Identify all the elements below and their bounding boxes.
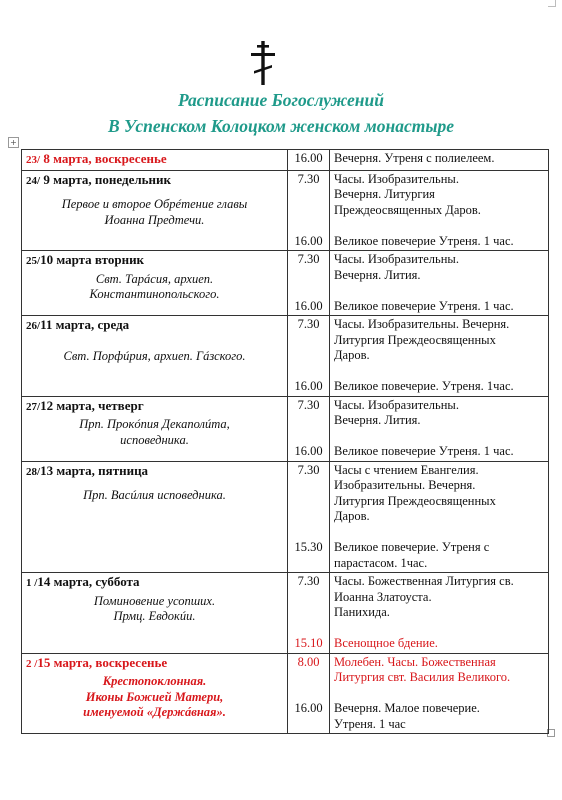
new-style-date: 11 марта, среда xyxy=(40,317,130,332)
schedule-row xyxy=(22,396,549,461)
commemoration-line: Прп. Васúлия исповедника. xyxy=(83,488,226,502)
service-line: Молебен. Часы. Божественная xyxy=(334,654,496,669)
day-cell xyxy=(22,251,288,316)
service-line: Преждеосвященных Даров. xyxy=(334,202,481,217)
day-heading xyxy=(26,463,283,481)
service-line: Часы с чтением Евангелия. xyxy=(334,462,479,477)
service-time: 7.30 xyxy=(297,462,320,477)
service-line xyxy=(334,525,544,541)
service-time xyxy=(292,686,325,702)
day-cell xyxy=(22,150,288,171)
schedule-table xyxy=(21,149,549,734)
day-heading xyxy=(26,574,283,592)
service-line: Литургия Преждеосвященных xyxy=(334,493,496,508)
commemoration-line: Свт. Порфúрия, архиеп. Гáзского. xyxy=(63,348,246,363)
service-time xyxy=(292,429,325,445)
old-style-date: 26/ xyxy=(26,320,41,332)
new-style-date: 13 марта, пятница xyxy=(40,462,149,478)
schedule-row xyxy=(22,653,549,734)
service-time xyxy=(292,509,325,525)
service-time xyxy=(292,494,325,510)
new-style-date: 14 марта, суббота xyxy=(37,574,140,589)
day-cell xyxy=(22,653,288,734)
service-line: Часы. Изобразительны. xyxy=(334,171,459,186)
service-time: 15.10 xyxy=(294,636,323,650)
service-time xyxy=(292,605,325,621)
services-cell xyxy=(330,170,549,251)
time-cell xyxy=(288,396,330,461)
service-line: парастасом. 1час. xyxy=(334,555,428,570)
service-line: Великое повечерие. Утреня. 1час. xyxy=(334,379,514,393)
commemoration-line: Прмц. Евдокúи. xyxy=(113,609,196,623)
service-time: 16.00 xyxy=(294,444,323,458)
commemoration-line: Крестопоклонная. xyxy=(102,674,207,688)
service-line: Великое повечерие Утреня. 1 час. xyxy=(334,233,514,248)
service-time xyxy=(292,717,325,733)
day-cell xyxy=(22,461,288,573)
old-style-date: 24/ xyxy=(26,174,41,187)
commemoration xyxy=(26,197,283,228)
old-style-date: 1 / xyxy=(26,577,38,589)
page-corner-mark xyxy=(548,6,556,7)
service-line: Часы. Изобразительны. xyxy=(334,252,459,266)
service-time: 7.30 xyxy=(297,252,320,266)
commemoration-line: исповедника. xyxy=(120,432,189,447)
old-style-date: 28/ xyxy=(26,465,41,478)
service-time: 15.30 xyxy=(294,540,323,554)
schedule-row xyxy=(22,316,549,397)
service-line xyxy=(334,283,544,299)
day-heading xyxy=(26,252,283,270)
service-line: Всенощное бдение. xyxy=(334,636,438,650)
service-line: Часы. Изобразительны. xyxy=(334,397,459,412)
service-line: Вечерня. Малое повечерие. xyxy=(334,701,480,715)
service-line: Часы. Изобразительны. Вечерня. xyxy=(334,317,510,331)
service-line xyxy=(334,686,544,702)
day-cell xyxy=(22,170,288,251)
service-time xyxy=(292,364,325,380)
service-line: Великое повечерие. Утреня с xyxy=(334,540,490,554)
service-time xyxy=(292,283,325,299)
orthodox-cross-icon xyxy=(248,40,278,86)
commemoration xyxy=(26,417,283,448)
services-cell xyxy=(330,396,549,461)
service-line: Вечерня. Лития. xyxy=(334,413,421,427)
services-cell xyxy=(330,150,549,171)
service-time: 16.00 xyxy=(294,298,323,313)
day-cell xyxy=(22,316,288,397)
service-time xyxy=(292,621,325,637)
commemoration xyxy=(26,272,283,303)
time-cell xyxy=(288,316,330,397)
service-time xyxy=(292,203,325,219)
service-line xyxy=(334,218,544,234)
commemoration-line: Иконы Божией Матери, xyxy=(85,689,224,704)
old-style-date: 2 / xyxy=(26,657,38,670)
commemoration xyxy=(26,349,283,365)
service-time: 16.00 xyxy=(294,151,323,165)
commemoration-line: Свт. Тарáсия, архиеп. xyxy=(95,271,214,286)
service-time: 7.30 xyxy=(297,317,320,331)
service-time: 8.00 xyxy=(297,654,320,669)
service-line: Вечерня. Лития. xyxy=(334,267,421,282)
service-time xyxy=(292,413,325,429)
service-line: Вечерня. Литургия xyxy=(334,187,435,201)
service-line: Изобразительны. Вечерня. xyxy=(334,478,476,492)
service-time xyxy=(292,187,325,203)
old-style-date: 27/ xyxy=(26,400,41,413)
service-line: Великое повечерие Утреня. 1 час. xyxy=(334,444,514,458)
commemoration-line: Прп. Прокóпия Декаполúта, xyxy=(79,417,230,431)
time-cell xyxy=(288,653,330,734)
day-cell xyxy=(22,573,288,654)
time-cell xyxy=(288,251,330,316)
commemoration-line: Первое и второе Обрéтение главы xyxy=(61,197,248,211)
schedule-row xyxy=(22,461,549,573)
new-style-date: 10 марта вторник xyxy=(40,252,145,267)
services-cell xyxy=(330,573,549,654)
commemoration xyxy=(26,594,283,625)
time-cell xyxy=(288,170,330,251)
day-heading xyxy=(26,655,283,673)
service-line: Панихида. xyxy=(334,605,390,619)
time-cell xyxy=(288,573,330,654)
service-time: 7.30 xyxy=(297,397,320,412)
commemoration-line: Иоанна Предтечи. xyxy=(104,212,205,227)
schedule-row xyxy=(22,251,549,316)
new-style-date: 15 марта, воскресенье xyxy=(37,654,168,670)
table-move-handle-icon[interactable]: + xyxy=(8,137,19,148)
service-time: 7.30 xyxy=(297,171,320,186)
service-time xyxy=(292,670,325,686)
service-line: Даров. xyxy=(334,348,370,362)
schedule-row xyxy=(22,170,549,251)
service-time xyxy=(292,556,325,572)
service-line: Даров. xyxy=(334,509,370,523)
commemoration xyxy=(26,488,283,504)
services-cell xyxy=(330,461,549,573)
day-heading xyxy=(26,317,283,335)
commemoration-line: Константинопольского. xyxy=(89,287,220,301)
service-time xyxy=(292,525,325,541)
service-line: Вечерня. Утреня с полиелеем. xyxy=(334,151,495,165)
new-style-date: 9 марта, понедельник xyxy=(40,171,171,187)
service-line xyxy=(334,429,544,445)
service-line: Утреня. 1 час xyxy=(334,716,406,731)
service-line: Иоанна Златоуста. xyxy=(334,589,432,604)
schedule-row xyxy=(22,573,549,654)
service-line: Часы. Божественная Литургия св. xyxy=(334,574,514,588)
new-style-date: 8 марта, воскресенье xyxy=(40,151,167,166)
day-heading xyxy=(26,172,283,190)
service-time xyxy=(292,333,325,349)
service-line: Литургия свт. Василия Великого. xyxy=(334,670,511,684)
time-cell xyxy=(288,150,330,171)
service-time: 16.00 xyxy=(294,379,323,393)
old-style-date: 25/ xyxy=(26,255,41,267)
service-line xyxy=(334,621,544,637)
day-heading xyxy=(26,398,283,416)
service-line: Литургия Преждеосвященных xyxy=(334,332,496,347)
schedule-row xyxy=(22,150,549,171)
services-cell xyxy=(330,653,549,734)
commemoration-line: именуемой «Держáвная». xyxy=(83,705,226,719)
services-cell xyxy=(330,316,549,397)
old-style-date: 23/ xyxy=(26,154,41,166)
service-time: 7.30 xyxy=(297,574,320,588)
day-cell xyxy=(22,396,288,461)
service-time xyxy=(292,478,325,494)
services-cell xyxy=(330,251,549,316)
page-title: Расписание Богослужений xyxy=(178,90,384,110)
commemoration-line: Поминовение усопших. xyxy=(93,593,216,608)
commemoration xyxy=(26,674,283,721)
service-time xyxy=(292,218,325,234)
service-time xyxy=(292,348,325,364)
page-subtitle: В Успенском Колоцком женском монастыре xyxy=(107,116,454,136)
service-time: 16.00 xyxy=(294,701,323,715)
day-heading xyxy=(26,151,283,169)
new-style-date: 12 марта, четверг xyxy=(40,397,144,413)
service-time xyxy=(292,590,325,606)
service-line: Великое повечерие Утреня. 1 час. xyxy=(334,298,514,313)
service-time: 16.00 xyxy=(294,233,323,248)
service-line xyxy=(334,364,544,380)
time-cell xyxy=(288,461,330,573)
service-time xyxy=(292,268,325,284)
